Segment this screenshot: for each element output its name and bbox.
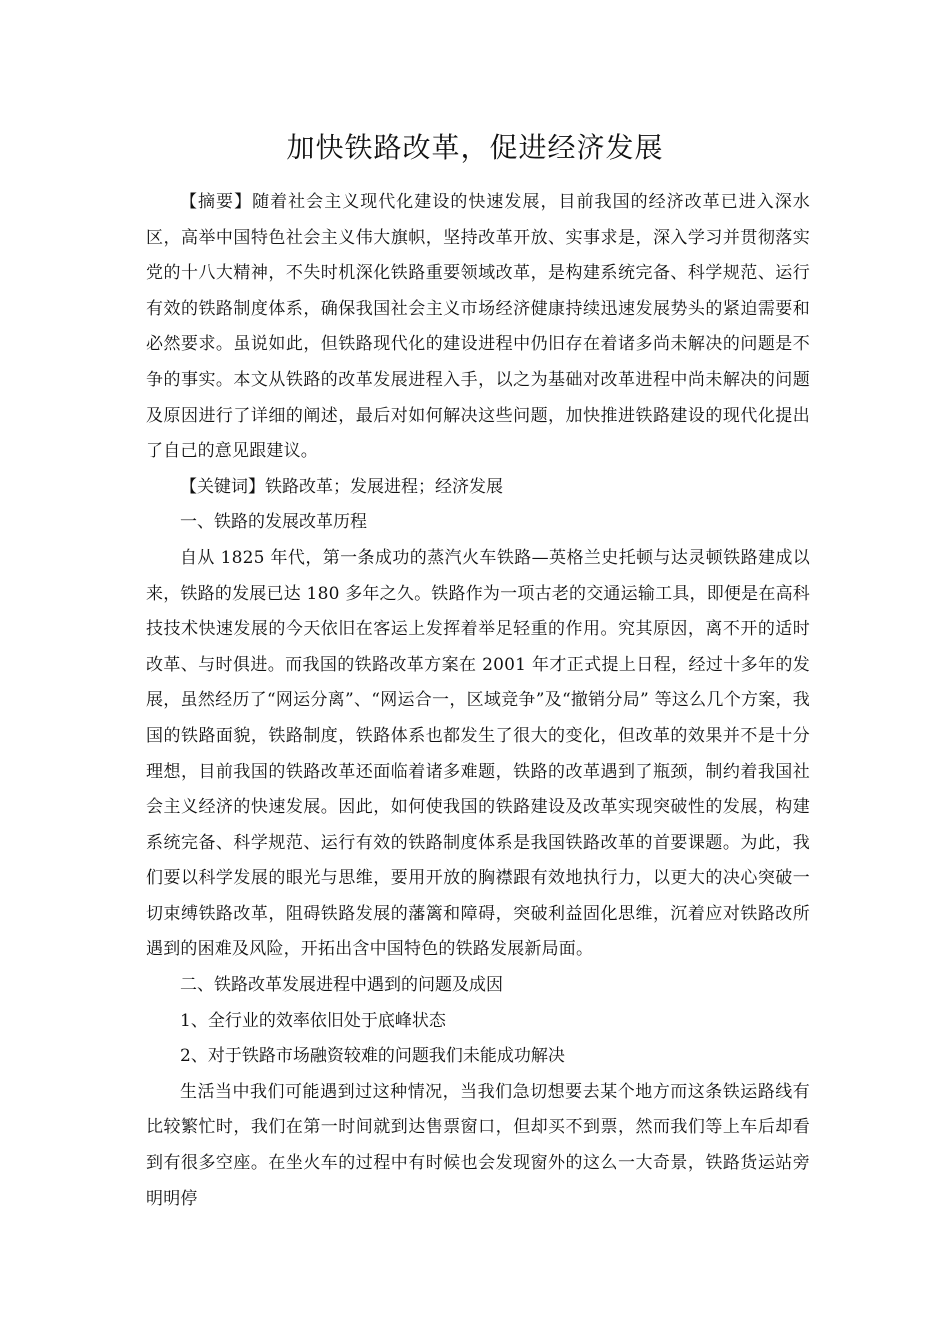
subheading-2: 2、对于铁路市场融资较难的问题我们未能成功解决 [180,1046,565,1067]
abstract-paragraph: 【摘要】随着社会主义现代化建设的快速发展，目前我国的经济改革已进入深水区，高举中国特色社会主义伟大旗帜，坚持改革开放、实事求是，深入学习并贯彻落实党的十八大精神，不失时机深化铁路重要领域改革，是构建系统完备、科学规范、运行有效的铁路制度体系，确保我国社会主义市场经济健康持续迅速发展势头的紧迫需要和必然要求。虽说如此，但铁路现代化的建设进程中仍旧存在着诸多尚未解决的问题是不争的事实。本文从铁路的改革发展进程入手，以之为基础对改革进程中尚未解决的问题及原因进行了详细的阐述，最后对如何解决这些问题，加快推进铁路建设的现代化提出了自己的意见跟建议。 [146,192,810,462]
section-heading-1: 一、铁路的发展改革历程 [180,512,367,533]
keywords-line: 【关键词】铁路改革；发展进程；经济发展 [180,476,503,497]
document-title: 加快铁路改革，促进经济发展 [286,131,664,164]
subheading-1: 1、全行业的效率依旧处于底峰状态 [180,1010,446,1031]
section-2-paragraph: 生活当中我们可能遇到过这种情况，当我们急切想要去某个地方而这条铁运路线有比较繁忙时，我们在第一时间就到达售票窗口，但却买不到票，然而我们等上车后却看到有很多空座。在坐火车的过程中有时候也会发现窗外的这么一大奇景，铁路货运站旁明明停 [146,1081,810,1209]
section-heading-2: 二、铁路改革发展进程中遇到的问题及成因 [180,975,503,996]
section-1-paragraph: 自从 1825 年代，第一条成功的蒸汽火车铁路—英格兰史托顿与达灵顿铁路建成以来，铁路的发展已达 180 多年之久。铁路作为一项古老的交通运输工具，即便是在高科技技术快速发展的今天依旧在客运上发挥着举足轻重的作用。究其原因，离不开的适时改革、与时俱进。而我国的铁路改革方案在 2001 年才正式提上日程，经过十多年的发展，虽然经历了“网运分离”、“网运合一，区域竞争”及“撤销分局” 等这么几个方案，我国的铁路面貌，铁路制度，铁路体系也都发生了很大的变化，但改革的效果并不是十分理想，目前我国的铁路改革还面临着诸多难题，铁路的改革遇到了瓶颈，制约着我国社会主义经济的快速发展。因此，如何使我国的铁路建设及改革实现突破性的发展，构建系统完备、科学规范、运行有效的铁路制度体系是我国铁路改革的首要课题。为此，我们要以科学发展的眼光与思维，要用开放的胸襟跟有效地执行力，以更大的决心突破一切束缚铁路改革，阻碍铁路发展的藩篱和障碍，突破利益固化思维，沉着应对铁路改所遇到的困难及风险，开拓出含中国特色的铁路发展新局面。 [146,547,810,960]
document-body [146,185,810,1217]
